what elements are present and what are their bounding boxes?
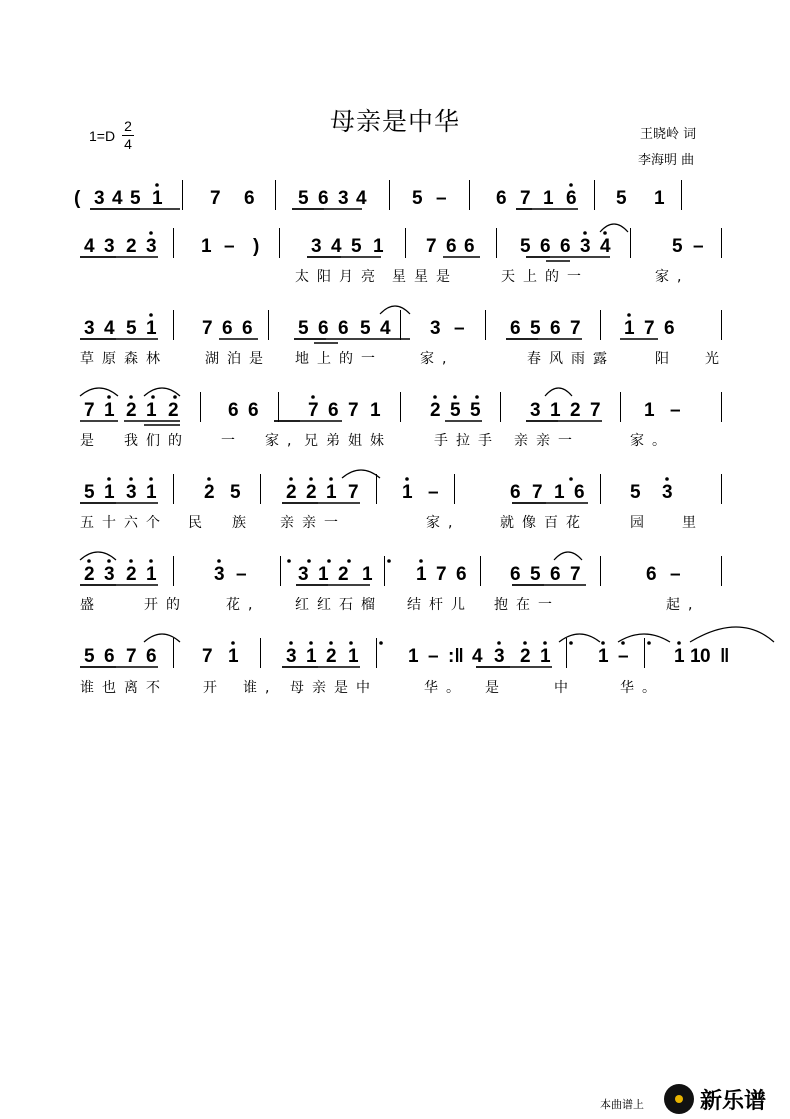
bar-line bbox=[496, 228, 497, 258]
note: 7 bbox=[202, 318, 213, 339]
lyric-word: 家, bbox=[265, 433, 300, 449]
note: 7 bbox=[348, 400, 359, 421]
note: 2 bbox=[570, 400, 581, 421]
note: 5 bbox=[351, 236, 362, 257]
lyric-word: 阳 bbox=[655, 351, 677, 367]
lyric-word: 结杆儿 bbox=[407, 597, 473, 613]
bar-line bbox=[275, 180, 276, 210]
notes-row bbox=[74, 180, 730, 224]
note: – bbox=[618, 646, 629, 667]
lyric-word: 花, bbox=[226, 597, 261, 613]
lyric-word: 开 bbox=[203, 680, 225, 696]
note: 4 bbox=[356, 188, 367, 209]
lyric-word: 家, bbox=[420, 351, 455, 367]
bar-line bbox=[280, 556, 281, 586]
note: 7 bbox=[570, 318, 581, 339]
note: 6 bbox=[318, 188, 329, 209]
lyric-word: 地上的一 bbox=[295, 351, 383, 367]
lyric-word: 家, bbox=[655, 269, 690, 285]
lyric-word: 我们的 bbox=[124, 433, 190, 449]
note: 6 bbox=[560, 236, 571, 257]
note: 6 bbox=[510, 318, 521, 339]
credits bbox=[638, 122, 696, 174]
note: 5 bbox=[230, 482, 241, 503]
note: – bbox=[693, 236, 704, 257]
lyric-word: 春风雨露 bbox=[527, 351, 615, 367]
note: 4 bbox=[600, 236, 611, 257]
note: 1 bbox=[554, 482, 565, 503]
bar-line bbox=[485, 310, 486, 340]
bar-line bbox=[376, 638, 377, 668]
note: 5 bbox=[130, 188, 141, 209]
note: 6 bbox=[104, 646, 115, 667]
time-signature bbox=[122, 118, 134, 153]
note: 4 bbox=[380, 318, 391, 339]
note: 6 bbox=[550, 318, 561, 339]
lyrics-row bbox=[80, 594, 730, 616]
note: 3 bbox=[298, 564, 309, 585]
note: 7 bbox=[532, 482, 543, 503]
note: 2 bbox=[430, 400, 441, 421]
lyric-word: 华。 bbox=[620, 680, 664, 696]
note: 2 bbox=[204, 482, 215, 503]
note: 1 bbox=[152, 188, 163, 209]
note: 5 bbox=[412, 188, 423, 209]
note: 1 bbox=[624, 318, 635, 339]
bar-line bbox=[721, 392, 722, 422]
note: 6 bbox=[248, 400, 259, 421]
lyric-word: 族 bbox=[232, 515, 254, 531]
note: 6 bbox=[456, 564, 467, 585]
lyrics-row bbox=[80, 348, 730, 370]
lyric-word: 母亲是中 bbox=[290, 680, 378, 696]
note: 7 bbox=[84, 400, 95, 421]
note: 2 bbox=[306, 482, 317, 503]
lyric-word: 是 bbox=[80, 433, 102, 449]
note: 3 bbox=[430, 318, 441, 339]
note: 0 bbox=[700, 646, 711, 667]
bar-line bbox=[182, 180, 183, 210]
note: 4 bbox=[331, 236, 342, 257]
note: 6 bbox=[664, 318, 675, 339]
note: 6 bbox=[550, 564, 561, 585]
lyric-word: 家。 bbox=[630, 433, 674, 449]
note: 6 bbox=[510, 482, 521, 503]
bar-line bbox=[384, 556, 385, 586]
note: 7 bbox=[570, 564, 581, 585]
lyric-word: 手拉手 bbox=[434, 433, 500, 449]
note: 7 bbox=[202, 646, 213, 667]
note: 2 bbox=[126, 236, 137, 257]
note: 1 bbox=[146, 482, 157, 503]
note: 6 bbox=[496, 188, 507, 209]
note: 5 bbox=[84, 646, 95, 667]
note: 1 bbox=[104, 482, 115, 503]
bar-line bbox=[594, 180, 595, 210]
lyric-word: 天上的一 bbox=[501, 269, 589, 285]
note: 5 bbox=[360, 318, 371, 339]
note: 1 bbox=[598, 646, 609, 667]
note: 5 bbox=[530, 318, 541, 339]
lyric-word: 里 bbox=[682, 515, 704, 531]
note: 3 bbox=[311, 236, 322, 257]
note: 3 bbox=[94, 188, 105, 209]
bar-line bbox=[278, 392, 279, 422]
bar-line bbox=[173, 474, 174, 504]
lyric-word: 草原森林 bbox=[80, 351, 168, 367]
note: 1 bbox=[306, 646, 317, 667]
lyrics-row bbox=[80, 430, 730, 452]
note: – bbox=[428, 482, 439, 503]
note: 1 bbox=[373, 236, 384, 257]
note: 1 bbox=[690, 646, 701, 667]
bar-line bbox=[480, 556, 481, 586]
note: 3 bbox=[580, 236, 591, 257]
footer-brand bbox=[600, 1082, 790, 1116]
note: 3 bbox=[338, 188, 349, 209]
bar-line bbox=[644, 638, 645, 668]
note: 2 bbox=[126, 400, 137, 421]
note: 7 bbox=[210, 188, 221, 209]
lyric-word: 开的 bbox=[144, 597, 188, 613]
note: 1 bbox=[543, 188, 554, 209]
note: 2 bbox=[168, 400, 179, 421]
meter-top: 2 bbox=[122, 118, 134, 136]
lyric-word: 华。 bbox=[424, 680, 468, 696]
note: – bbox=[236, 564, 247, 585]
notation-line bbox=[80, 638, 730, 682]
bar-line bbox=[400, 310, 401, 340]
bar-line bbox=[681, 180, 682, 210]
note: ‖ bbox=[720, 646, 730, 667]
note: – bbox=[428, 646, 439, 667]
note: 1 bbox=[326, 482, 337, 503]
note: ) bbox=[253, 236, 260, 257]
lyric-word: 五十六个 bbox=[80, 515, 168, 531]
note: 5 bbox=[470, 400, 481, 421]
note: 2 bbox=[338, 564, 349, 585]
note: 3 bbox=[662, 482, 673, 503]
lyric-word: 家, bbox=[426, 515, 461, 531]
note: 7 bbox=[348, 482, 359, 503]
note: 2 bbox=[326, 646, 337, 667]
key-signature: 1=D bbox=[89, 128, 116, 144]
note: 1 bbox=[201, 236, 212, 257]
note: 3 bbox=[530, 400, 541, 421]
note: 6 bbox=[338, 318, 349, 339]
lyric-word: 亲亲一 bbox=[514, 433, 580, 449]
bar-line bbox=[469, 180, 470, 210]
note: 5 bbox=[530, 564, 541, 585]
note: 6 bbox=[228, 400, 239, 421]
bar-line bbox=[389, 180, 390, 210]
note: 6 bbox=[646, 564, 657, 585]
lyric-word: 星星是 bbox=[392, 269, 458, 285]
note: :‖ bbox=[448, 646, 464, 667]
note: 3 bbox=[126, 482, 137, 503]
brand-name: 新乐谱 bbox=[700, 1089, 767, 1114]
bar-line bbox=[630, 228, 631, 258]
note: 1 bbox=[146, 318, 157, 339]
lyric-word: 谁也离不 bbox=[80, 680, 168, 696]
note: 6 bbox=[242, 318, 253, 339]
note: 5 bbox=[630, 482, 641, 503]
lyric-word: 盛 bbox=[80, 597, 102, 613]
note: – bbox=[436, 188, 447, 209]
note: 3 bbox=[104, 236, 115, 257]
lyric-word: 太阳月亮 bbox=[295, 269, 383, 285]
note: 1 bbox=[146, 400, 157, 421]
lyricist-credit: 王晓岭 词 bbox=[640, 127, 697, 142]
bar-line bbox=[721, 474, 722, 504]
lyric-word: 抱在一 bbox=[494, 597, 560, 613]
note: 6 bbox=[540, 236, 551, 257]
note: 4 bbox=[472, 646, 483, 667]
lyric-word: 谁, bbox=[243, 680, 278, 696]
note: 5 bbox=[84, 482, 95, 503]
note: 6 bbox=[446, 236, 457, 257]
notation-line bbox=[74, 180, 730, 224]
note: 1 bbox=[540, 646, 551, 667]
bar-line bbox=[260, 474, 261, 504]
note: 3 bbox=[286, 646, 297, 667]
lyric-word: 一 bbox=[221, 433, 243, 449]
lyric-word: 湖泊是 bbox=[205, 351, 271, 367]
lyric-word: 民 bbox=[188, 515, 210, 531]
lyrics-row bbox=[80, 266, 730, 288]
lyric-word: 园 bbox=[630, 515, 652, 531]
bar-line bbox=[260, 638, 261, 668]
note: – bbox=[454, 318, 465, 339]
note: 7 bbox=[308, 400, 319, 421]
note: 6 bbox=[464, 236, 475, 257]
bar-line bbox=[500, 392, 501, 422]
note: 7 bbox=[126, 646, 137, 667]
note: 3 bbox=[214, 564, 225, 585]
song-title: 母亲是中华 bbox=[329, 107, 460, 136]
note: 5 bbox=[672, 236, 683, 257]
note: 5 bbox=[298, 318, 309, 339]
note: 2 bbox=[84, 564, 95, 585]
lyrics-row bbox=[80, 677, 730, 699]
bar-line bbox=[173, 556, 174, 586]
note: 1 bbox=[644, 400, 655, 421]
bar-line bbox=[200, 392, 201, 422]
note: 5 bbox=[298, 188, 309, 209]
lyric-word: 红红石榴 bbox=[295, 597, 383, 613]
note: 6 bbox=[244, 188, 255, 209]
note: 1 bbox=[362, 564, 373, 585]
note: 6 bbox=[222, 318, 233, 339]
lyric-word: 就像百花 bbox=[500, 515, 588, 531]
bar-line bbox=[268, 310, 269, 340]
disc-logo-icon bbox=[664, 1084, 694, 1114]
note: 7 bbox=[590, 400, 601, 421]
notes-row bbox=[80, 638, 730, 682]
note: 7 bbox=[644, 318, 655, 339]
note: 5 bbox=[520, 236, 531, 257]
note: 6 bbox=[574, 482, 585, 503]
bar-line bbox=[173, 310, 174, 340]
bar-line bbox=[454, 474, 455, 504]
note: 2 bbox=[126, 564, 137, 585]
bar-line bbox=[279, 228, 280, 258]
lyric-word: 起, bbox=[666, 597, 701, 613]
note: 1 bbox=[146, 564, 157, 585]
bar-line bbox=[566, 638, 567, 668]
note: 1 bbox=[402, 482, 413, 503]
bar-line bbox=[600, 474, 601, 504]
note: 2 bbox=[286, 482, 297, 503]
note: 7 bbox=[426, 236, 437, 257]
lyric-word: 亲亲一 bbox=[280, 515, 346, 531]
note: 1 bbox=[674, 646, 685, 667]
bar-line bbox=[721, 556, 722, 586]
bar-line bbox=[173, 228, 174, 258]
bar-line bbox=[600, 310, 601, 340]
note: 5 bbox=[450, 400, 461, 421]
lyric-word: 兄弟姐妹 bbox=[304, 433, 392, 449]
footer-tag: 本曲谱上 bbox=[600, 1098, 644, 1111]
note: 4 bbox=[112, 188, 123, 209]
note: 7 bbox=[436, 564, 447, 585]
lyrics-row bbox=[80, 512, 730, 534]
note: 1 bbox=[416, 564, 427, 585]
note: 1 bbox=[348, 646, 359, 667]
note: 1 bbox=[550, 400, 561, 421]
bar-line bbox=[721, 228, 722, 258]
note: 1 bbox=[228, 646, 239, 667]
note: ( bbox=[74, 188, 81, 209]
bar-line bbox=[600, 556, 601, 586]
composer-credit: 李海明 曲 bbox=[638, 153, 695, 168]
bar-line bbox=[721, 310, 722, 340]
note: 3 bbox=[146, 236, 157, 257]
lyric-word: 是 bbox=[485, 680, 507, 696]
note: 1 bbox=[408, 646, 419, 667]
bar-line bbox=[376, 474, 377, 504]
note: 3 bbox=[104, 564, 115, 585]
note: 1 bbox=[104, 400, 115, 421]
note: 7 bbox=[520, 188, 531, 209]
bar-line bbox=[400, 392, 401, 422]
note: – bbox=[670, 564, 681, 585]
note: 2 bbox=[520, 646, 531, 667]
note: 1 bbox=[318, 564, 329, 585]
note: – bbox=[670, 400, 681, 421]
note: 3 bbox=[494, 646, 505, 667]
note: 3 bbox=[84, 318, 95, 339]
note: 1 bbox=[370, 400, 381, 421]
lyric-word: 中 bbox=[554, 680, 576, 696]
note: – bbox=[224, 236, 235, 257]
bar-line bbox=[620, 392, 621, 422]
note: 6 bbox=[318, 318, 329, 339]
note: 5 bbox=[126, 318, 137, 339]
meter-bottom: 4 bbox=[124, 136, 132, 152]
note: 1 bbox=[654, 188, 665, 209]
note: 6 bbox=[146, 646, 157, 667]
bar-line bbox=[405, 228, 406, 258]
note: 4 bbox=[104, 318, 115, 339]
note: 6 bbox=[510, 564, 521, 585]
bar-line bbox=[173, 638, 174, 668]
note: 5 bbox=[616, 188, 627, 209]
lyric-word: 光 bbox=[705, 351, 727, 367]
note: 6 bbox=[566, 188, 577, 209]
note: 4 bbox=[84, 236, 95, 257]
note: 6 bbox=[328, 400, 339, 421]
